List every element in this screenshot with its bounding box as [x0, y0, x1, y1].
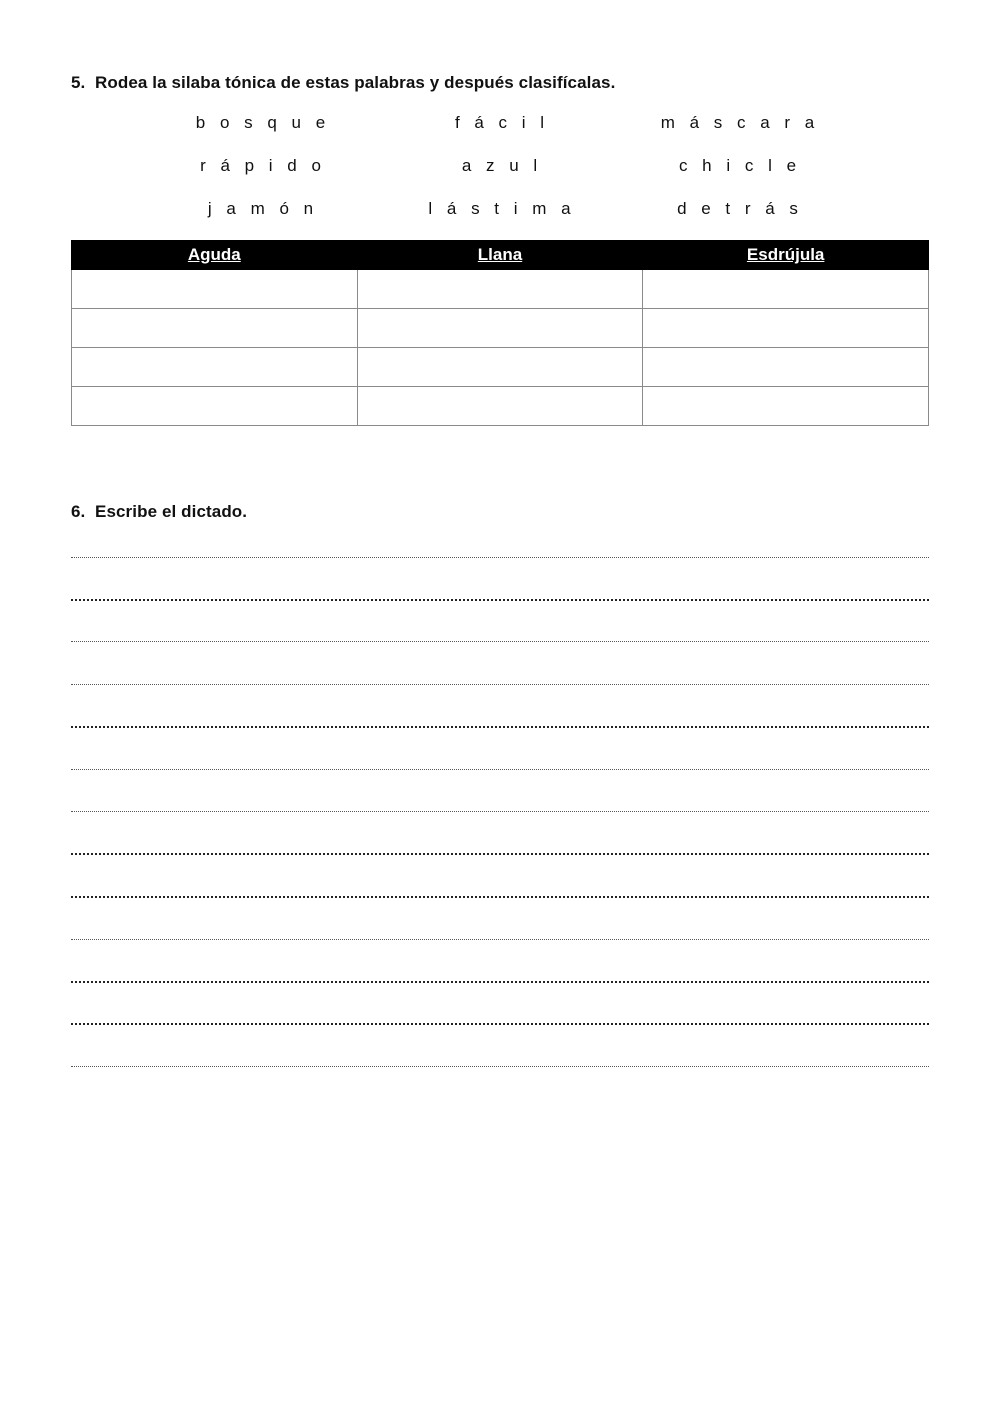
table-row [72, 270, 929, 309]
dictation-line[interactable] [71, 684, 929, 685]
header-aguda: Aguda [72, 241, 358, 270]
dictation-line[interactable] [71, 599, 929, 601]
llana-answer-cell[interactable] [357, 348, 643, 387]
word-item[interactable]: c h i c l e [678, 156, 802, 175]
dictation-line[interactable] [71, 853, 929, 855]
header-esdrujula: Esdrújula [643, 241, 929, 270]
dictation-line[interactable] [71, 939, 929, 940]
word-item[interactable]: f á c i l [454, 113, 550, 132]
exercise-6-title: Escribe el dictado. [95, 502, 248, 521]
esdrujula-answer-cell[interactable] [643, 387, 929, 426]
dictation-line[interactable] [71, 981, 929, 983]
llana-answer-cell[interactable] [357, 270, 643, 309]
dictation-line[interactable] [71, 557, 929, 558]
llana-answer-cell[interactable] [357, 309, 643, 348]
aguda-answer-cell[interactable] [72, 270, 358, 309]
table-row [72, 348, 929, 387]
table-header-row [72, 241, 929, 270]
table-row [72, 309, 929, 348]
classification-table [71, 240, 929, 426]
aguda-answer-cell[interactable] [72, 348, 358, 387]
exercise-5-heading [71, 73, 615, 93]
dictation-line[interactable] [71, 641, 929, 642]
word-item[interactable]: j a m ó n [207, 199, 319, 218]
exercise-6-heading [71, 502, 247, 522]
aguda-answer-cell[interactable] [72, 387, 358, 426]
table-row [72, 387, 929, 426]
word-item[interactable]: b o s q u e [195, 113, 331, 132]
dictation-line[interactable] [71, 811, 929, 812]
word-item[interactable]: m á s c a r a [660, 113, 820, 132]
llana-answer-cell[interactable] [357, 387, 643, 426]
dictation-line[interactable] [71, 769, 929, 770]
exercise-5-title: Rodea la silaba tónica de estas palabras y después clasifícalas. [95, 73, 616, 92]
esdrujula-answer-cell[interactable] [643, 309, 929, 348]
word-item[interactable]: l á s t i m a [428, 199, 576, 218]
word-item[interactable]: a z u l [461, 156, 543, 175]
dictation-line[interactable] [71, 1066, 929, 1067]
dictation-line[interactable] [71, 1023, 929, 1025]
word-item[interactable]: r á p i d o [200, 156, 326, 175]
aguda-answer-cell[interactable] [72, 309, 358, 348]
exercise-5-number: 5. [71, 73, 86, 92]
exercise-6-number: 6. [71, 502, 86, 521]
dictation-line[interactable] [71, 896, 929, 898]
esdrujula-answer-cell[interactable] [643, 270, 929, 309]
esdrujula-answer-cell[interactable] [643, 348, 929, 387]
header-llana: Llana [357, 241, 643, 270]
word-item[interactable]: d e t r á s [677, 199, 803, 218]
dictation-line[interactable] [71, 726, 929, 728]
